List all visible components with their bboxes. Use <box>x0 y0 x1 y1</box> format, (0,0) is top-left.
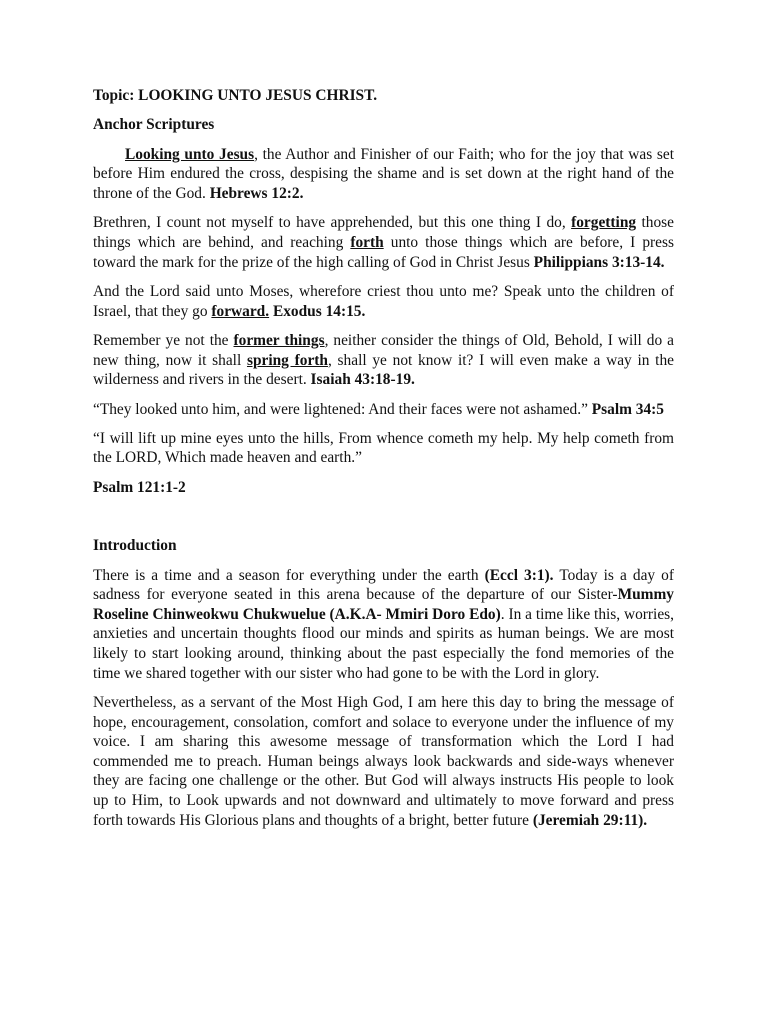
introduction-heading: Introduction <box>93 537 177 555</box>
introduction-paragraph-2 <box>93 693 674 830</box>
underlined-phrase: Looking unto Jesus <box>125 145 255 163</box>
scripture-text: unto those things which are before, I press toward the mark for the prize of the high calling of God in Christ Jesus <box>93 233 674 271</box>
scripture-isaiah <box>93 331 674 390</box>
paragraph-text: Nevertheless, as a servant of the Most High God, I am here this day to bring the message of hope, encouragement, consolation, comfort and solace to everyone under the influence of my voice. I am sharing this awesome message of transformation which the Lord I had commended me to preach. Human beings always look backwards and side-ways whenever they are facing one challenge or the other. But God will always instructs His people to look up to Him, to Look upwards and not downward and ultimately to move forward and press forth towards His Glorious plans and thoughts of a bright, better future <box>93 694 674 829</box>
bold-reference: (Eccl 3:1). <box>484 566 554 584</box>
scripture-philippians <box>93 213 674 272</box>
paragraph-text: Today is a day of sadness for everyone seated in this arena because of the departure of our Sister- <box>93 566 674 604</box>
underlined-phrase: former things <box>233 331 325 349</box>
scripture-text: Brethren, I count not myself to have apprehended, but this one thing I do, <box>93 214 572 232</box>
anchor-scriptures-heading: Anchor Scriptures <box>93 116 215 134</box>
scripture-text: , neither consider the things of Old, Behold, I will do a new thing, now it shall <box>93 331 674 369</box>
scripture-reference: Exodus 14:15. <box>272 302 366 320</box>
scripture-reference: Philippians 3:13-14. <box>533 253 665 271</box>
topic-heading: Topic: LOOKING UNTO JESUS CHRIST. <box>93 87 378 104</box>
scripture-text: “I will lift up mine eyes unto the hills, From whence cometh my help. My help cometh from the LORD, Which made heaven and earth.” <box>93 429 674 467</box>
scripture-text: , the Author and Finisher of our Faith; who for the joy that was set before Him endured the cross, despising the shame and is set down at the right hand of the throne of the God. <box>93 145 674 202</box>
scripture-text: , shall ye not know it? I will even make a way in the wilderness and rivers in the desert. <box>93 351 674 389</box>
underlined-word: forth <box>350 233 384 251</box>
scripture-psalm-121 <box>93 429 674 468</box>
introduction-paragraph-1 <box>93 566 674 684</box>
scripture-text: those things which are behind, and reaching <box>93 214 674 251</box>
paragraph-text: . In a time like this, worries, anxieties and uncertain thoughts flood our minds and spirits as human beings. We are most likely to start looking around, thinking about the past especially the fond memories of the time we shared together with our sister who had gone to be with the Lord in glory. <box>93 605 675 682</box>
scripture-text: “They looked unto him, and were lightened: And their faces were not ashamed.” <box>93 400 592 418</box>
scripture-text: And the Lord said unto Moses, wherefore criest thou unto me? Speak unto the children of Israel, that they go <box>93 282 674 320</box>
underlined-word: forward. <box>211 302 270 320</box>
scripture-reference: Isaiah 43:18-19. <box>310 371 415 389</box>
paragraph-text: There is a time and a season for everything under the earth <box>93 566 485 584</box>
scripture-psalm-34 <box>93 400 674 420</box>
scripture-exodus <box>93 282 674 321</box>
scripture-text: Remember ye not the <box>93 331 234 349</box>
bold-reference: (Jeremiah 29:11). <box>532 811 648 829</box>
scripture-reference-psalm-121: Psalm 121:1-2 <box>93 478 186 496</box>
scripture-hebrews <box>93 145 674 204</box>
scripture-reference: Psalm 34:5 <box>591 400 664 418</box>
section-spacer <box>93 497 674 526</box>
underlined-word: forgetting <box>571 214 637 232</box>
scripture-reference: Hebrews 12:2. <box>209 184 304 202</box>
bold-name: Mummy Roseline Chinweokwu Chukwuelue (A.K.A- Mmiri Doro Edo) <box>93 586 674 623</box>
underlined-phrase: spring forth <box>246 351 328 369</box>
